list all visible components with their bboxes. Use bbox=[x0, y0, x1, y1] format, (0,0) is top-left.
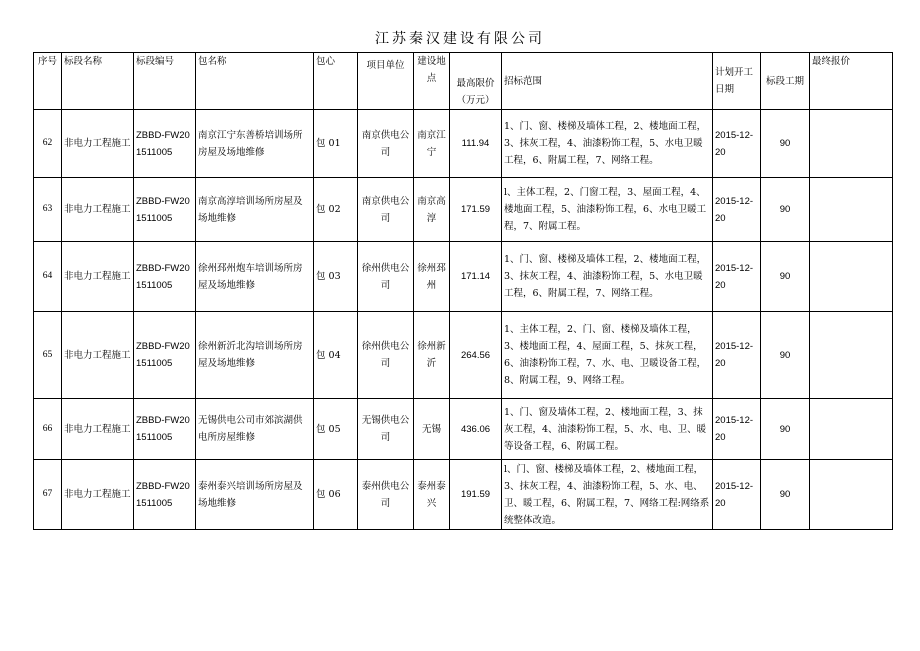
cell-scope: 1、门、窗、楼梯及墙体工程，2、楼地面工程，3、抹灰工程，4、油漆粉饰工程，5、水电卫暖工程，6、附属工程，7、网络工程。 bbox=[502, 242, 713, 312]
header-name: 标段名称 bbox=[62, 53, 134, 110]
header-duration: 标段工期 bbox=[761, 53, 810, 110]
cell-package-name: 无锡供电公司市郊滨湖供电所房屋维修 bbox=[196, 399, 314, 460]
cell-package: 包 06 bbox=[314, 460, 358, 530]
cell-code: ZBBD-FW201511005 bbox=[134, 399, 196, 460]
cell-unit: 泰州供电公司 bbox=[358, 460, 414, 530]
cell-unit: 徐州供电公司 bbox=[358, 312, 414, 399]
cell-name: 非电力工程施工 bbox=[62, 178, 134, 242]
header-seq: 序号 bbox=[34, 53, 62, 110]
table-row bbox=[34, 399, 893, 460]
cell-name: 非电力工程施工 bbox=[62, 312, 134, 399]
cell-code: ZBBD-FW201511005 bbox=[134, 178, 196, 242]
header-scope: 招标范围 bbox=[502, 53, 713, 110]
cell-scope: 1、主体工程，2、门、窗、楼梯及墙体工程，3、楼地面工程，4、屋面工程，5、抹灰工程，6、油漆粉饰工程，7、水、电、卫暖设备工程，8、附属工程，9、网络工程。 bbox=[502, 312, 713, 399]
cell-seq: 64 bbox=[34, 242, 62, 312]
cell-seq: 66 bbox=[34, 399, 62, 460]
cell-name: 非电力工程施工 bbox=[62, 242, 134, 312]
cell-unit: 南京供电公司 bbox=[358, 110, 414, 178]
cell-package: 包 01 bbox=[314, 110, 358, 178]
cell-max-price: 171.59 bbox=[450, 178, 502, 242]
cell-package: 包 02 bbox=[314, 178, 358, 242]
cell-unit: 徐州供电公司 bbox=[358, 242, 414, 312]
cell-duration: 90 bbox=[761, 399, 810, 460]
cell-scope: 1、门、窗及墙体工程，2、楼地面工程，3、抹灰工程，4、油漆粉饰工程，5、水、电、卫、暖等设备工程，6、附属工程。 bbox=[502, 399, 713, 460]
cell-location: 徐州邳州 bbox=[414, 242, 450, 312]
table-row bbox=[34, 242, 893, 312]
cell-package-name: 泰州泰兴培训场所房屋及场地维修 bbox=[196, 460, 314, 530]
cell-location: 南京江宁 bbox=[414, 110, 450, 178]
cell-start-date: 2015-12-20 bbox=[713, 242, 761, 312]
cell-location: 南京高淳 bbox=[414, 178, 450, 242]
cell-package-name: 南京江宁东善桥培训场所房屋及场地维修 bbox=[196, 110, 314, 178]
table-header-row bbox=[34, 53, 893, 110]
cell-final-price bbox=[810, 312, 893, 399]
cell-duration: 90 bbox=[761, 242, 810, 312]
cell-final-price bbox=[810, 399, 893, 460]
bid-table bbox=[33, 52, 893, 530]
cell-name: 非电力工程施工 bbox=[62, 110, 134, 178]
cell-duration: 90 bbox=[761, 312, 810, 399]
header-package: 包心 bbox=[314, 53, 358, 110]
cell-scope: 1、门、窗、楼梯及墙体工程，2、楼地面工程，3、抹灰工程，4、油漆粉饰工程，5、水电卫暖工程，6、附属工程，7、网络工程。 bbox=[502, 110, 713, 178]
cell-name: 非电力工程施工 bbox=[62, 460, 134, 530]
header-location: 建设地点 bbox=[414, 53, 450, 110]
cell-final-price bbox=[810, 178, 893, 242]
cell-package-name: 徐州邳州炮车培训场所房屋及场地维修 bbox=[196, 242, 314, 312]
document-title: 江苏秦汉建设有限公司 bbox=[375, 31, 545, 47]
cell-location: 泰州泰兴 bbox=[414, 460, 450, 530]
header-start-date: 计划开工日期 bbox=[713, 53, 761, 110]
cell-package-name: 南京高淳培训场所房屋及场地维修 bbox=[196, 178, 314, 242]
table-row bbox=[34, 460, 893, 530]
cell-start-date: 2015-12-20 bbox=[713, 312, 761, 399]
cell-scope: l、主体工程，2、门窗工程，3、屋面工程，4、楼地面工程，5、油漆粉饰工程，6、水电卫暖工程，7、附属工程。 bbox=[502, 178, 713, 242]
cell-final-price bbox=[810, 460, 893, 530]
cell-code: ZBBD-FW201511005 bbox=[134, 460, 196, 530]
cell-max-price: 111.94 bbox=[450, 110, 502, 178]
cell-code: ZBBD-FW201511005 bbox=[134, 110, 196, 178]
cell-code: ZBBD-FW201511005 bbox=[134, 312, 196, 399]
cell-final-price bbox=[810, 242, 893, 312]
cell-duration: 90 bbox=[761, 178, 810, 242]
table-row bbox=[34, 312, 893, 399]
cell-location: 无锡 bbox=[414, 399, 450, 460]
cell-package-name: 徐州新沂北沟培训场所房屋及场地维修 bbox=[196, 312, 314, 399]
cell-start-date: 2015-12-20 bbox=[713, 110, 761, 178]
cell-unit: 无锡供电公司 bbox=[358, 399, 414, 460]
table-row bbox=[34, 178, 893, 242]
cell-duration: 90 bbox=[761, 110, 810, 178]
cell-seq: 62 bbox=[34, 110, 62, 178]
cell-final-price bbox=[810, 110, 893, 178]
cell-seq: 67 bbox=[34, 460, 62, 530]
cell-max-price: 191.59 bbox=[450, 460, 502, 530]
cell-max-price: 436.06 bbox=[450, 399, 502, 460]
table-row bbox=[34, 110, 893, 178]
header-code: 标段编号 bbox=[134, 53, 196, 110]
cell-duration: 90 bbox=[761, 460, 810, 530]
cell-start-date: 2015-12-20 bbox=[713, 460, 761, 530]
header-max-price: 最高限价（万元） bbox=[450, 53, 502, 110]
header-package-name: 包名称 bbox=[196, 53, 314, 110]
cell-scope: l、门、窗、楼梯及墙体工程，2、楼地面工程，3、抹灰工程，4、油漆粉饰工程，5、水、电、卫、暖工程，6、附属工程，7、网络工程:网络系统整体改造。 bbox=[502, 460, 713, 530]
cell-seq: 63 bbox=[34, 178, 62, 242]
cell-max-price: 264.56 bbox=[450, 312, 502, 399]
cell-unit: 南京供电公司 bbox=[358, 178, 414, 242]
cell-seq: 65 bbox=[34, 312, 62, 399]
cell-package: 包 04 bbox=[314, 312, 358, 399]
cell-start-date: 2015-12-20 bbox=[713, 399, 761, 460]
cell-max-price: 171.14 bbox=[450, 242, 502, 312]
cell-start-date: 2015-12-20 bbox=[713, 178, 761, 242]
header-unit: 项目单位 bbox=[358, 53, 414, 110]
cell-name: 非电力工程施工 bbox=[62, 399, 134, 460]
cell-package: 包 03 bbox=[314, 242, 358, 312]
cell-code: ZBBD-FW201511005 bbox=[134, 242, 196, 312]
cell-location: 徐州新沂 bbox=[414, 312, 450, 399]
cell-package: 包 05 bbox=[314, 399, 358, 460]
header-final-price: 最终报价 bbox=[810, 53, 893, 110]
